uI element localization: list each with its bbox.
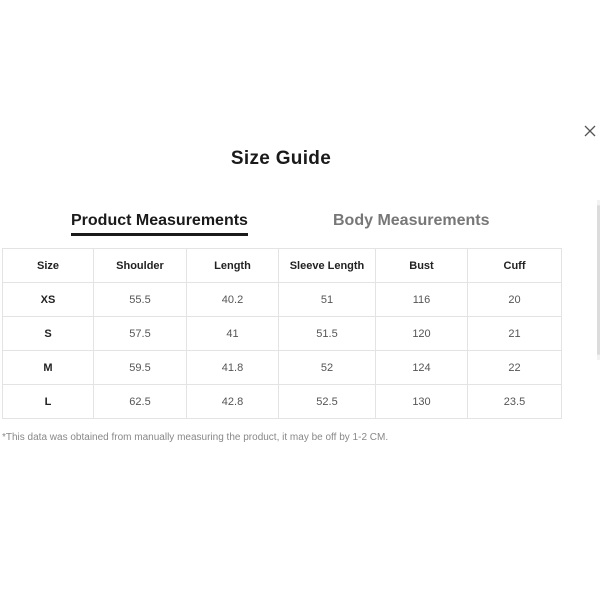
tab-body-measurements[interactable]: Body Measurements — [333, 212, 490, 229]
close-icon[interactable] — [583, 124, 597, 138]
size-table — [2, 248, 562, 419]
size-cell: XS — [3, 283, 94, 317]
column-header-length: Length — [187, 249, 279, 283]
sleeve-length-cell: 51.5 — [279, 317, 376, 351]
sleeve-length-cell: 52 — [279, 351, 376, 385]
cuff-cell: 20 — [468, 283, 562, 317]
table-header-row — [3, 249, 562, 283]
sleeve-length-cell: 51 — [279, 283, 376, 317]
shoulder-cell: 59.5 — [94, 351, 187, 385]
column-header-cuff: Cuff — [468, 249, 562, 283]
table-row — [3, 385, 562, 419]
bust-cell: 120 — [376, 317, 468, 351]
size-cell: L — [3, 385, 94, 419]
table-row — [3, 283, 562, 317]
cuff-cell: 22 — [468, 351, 562, 385]
length-cell: 41 — [187, 317, 279, 351]
shoulder-cell: 57.5 — [94, 317, 187, 351]
length-cell: 42.8 — [187, 385, 279, 419]
cuff-cell: 21 — [468, 317, 562, 351]
measurement-tabs — [0, 212, 562, 238]
length-cell: 40.2 — [187, 283, 279, 317]
column-header-sleeve-length: Sleeve Length — [279, 249, 376, 283]
shoulder-cell: 62.5 — [94, 385, 187, 419]
bust-cell: 124 — [376, 351, 468, 385]
length-cell: 41.8 — [187, 351, 279, 385]
cuff-cell: 23.5 — [468, 385, 562, 419]
table-row — [3, 351, 562, 385]
column-header-size: Size — [3, 249, 94, 283]
bust-cell: 116 — [376, 283, 468, 317]
size-cell: S — [3, 317, 94, 351]
sleeve-length-cell: 52.5 — [279, 385, 376, 419]
column-header-shoulder: Shoulder — [94, 249, 187, 283]
shoulder-cell: 55.5 — [94, 283, 187, 317]
measurement-note: *This data was obtained from manually measuring the product, it may be off by 1-2 CM. — [2, 432, 389, 443]
tab-product-measurements[interactable]: Product Measurements — [71, 212, 248, 236]
table-row — [3, 317, 562, 351]
column-header-bust: Bust — [376, 249, 468, 283]
bust-cell: 130 — [376, 385, 468, 419]
dialog-title: Size Guide — [230, 148, 332, 169]
size-cell: M — [3, 351, 94, 385]
